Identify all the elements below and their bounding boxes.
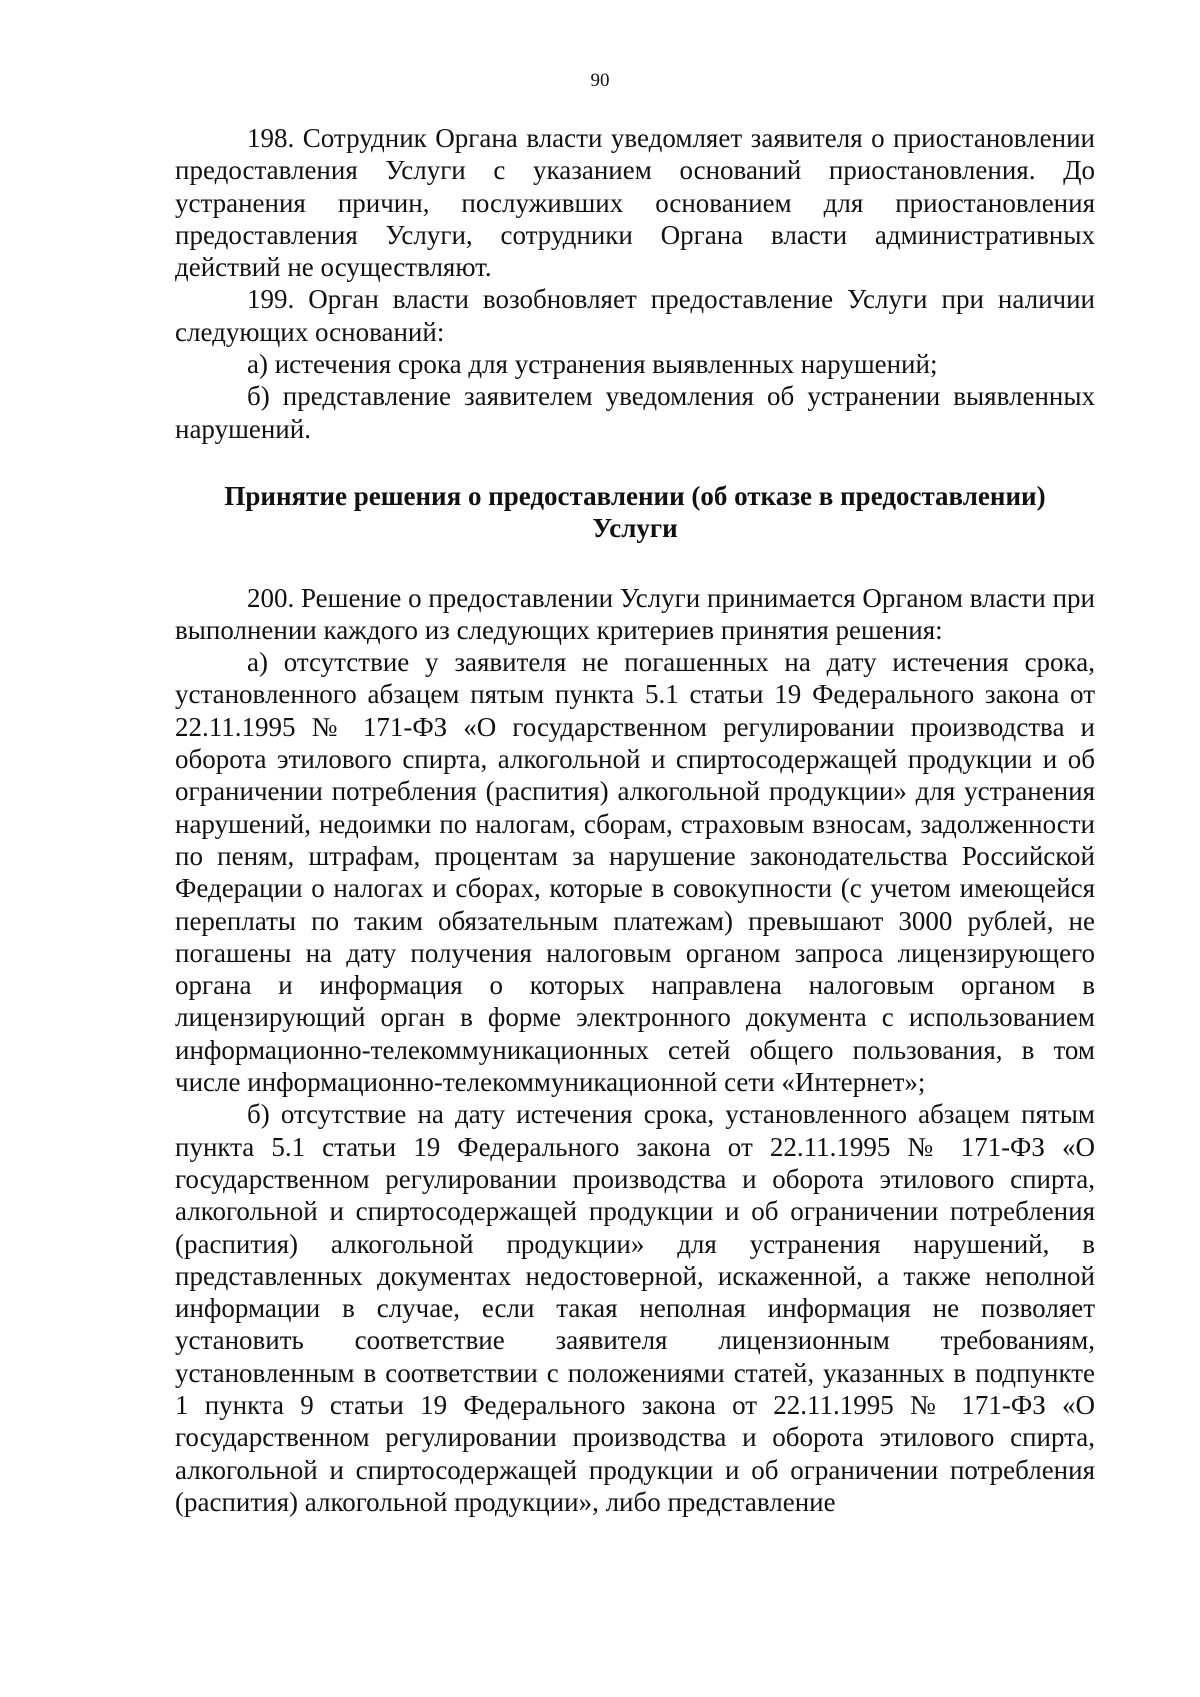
paragraph-199: 199. Орган власти возобновляет предоставление Услуги при наличии следующих оснований:: [175, 284, 1095, 347]
paragraph-200: 200. Решение о предоставлении Услуги принимается Органом власти при выполнении каждого из следующих критериев принятия решения:: [175, 582, 1095, 645]
paragraph-199-b: б) представление заявителем уведомления об устранении выявленных нарушений.: [175, 381, 1095, 444]
paragraph-199-a: а) истечения срока для устранения выявленных нарушений;: [247, 349, 938, 380]
section-heading: [175, 480, 1095, 545]
paragraph-198: 198. Сотрудник Органа власти уведомляет заявителя о приостановлении предоставления Услуги с указанием оснований приостановления. До устранения причин, послуживших основанием для приостановления предоставления Услуги, сотрудники Органа власти административных действий не осуществляют.: [175, 123, 1095, 283]
paragraph-200-b: б) отсутствие на дату истечения срока, установленного абзацем пятым пункта 5.1 статьи 19 Федерального закона от 22.11.1995 № 171-ФЗ «О государственном регулировании производства и оборота этилового спирта, алкогольной и спиртосодержащей продукции и об ограничении потребления (распития) алкогольной продукции» для устранения нарушений, в представленных документах недостоверной, искаженной, а также неполной информации в случае, если такая неполная информация не позволяет установить соответствие заявителя лицензионным требованиям, установленным в соответствии с положениями статей, указанных в подпункте 1 пункта 9 статьи 19 Федерального закона от 22.11.1995 № 171-ФЗ «О государственном регулировании производства и оборота этилового спирта, алкогольной и спиртосодержащей продукции и об ограничении потребления (распития) алкогольной продукции», либо представление: [175, 1099, 1095, 1517]
section-heading-line-2: Услуги: [592, 513, 678, 544]
paragraph-200-a: а) отсутствие у заявителя не погашенных на дату истечения срока, установленного абзацем пятым пункта 5.1 статьи 19 Федерального закона от 22.11.1995 № 171-ФЗ «О государственном регулировании производства и оборота этилового спирта, алкогольной и спиртосодержащей продукции и об ограничении потребления (распития) алкогольной продукции» для устранения нарушений, недоимки по налогам, сборам, страховым взносам, задолженности по пеням, штрафам, процентам за нарушение законодательства Российской Федерации о налогах и сборах, которые в совокупности (с учетом имеющейся переплаты по таким обязательным платежам) превышают 3000 рублей, не погашены на дату получения налоговым органом запроса лицензирующего органа и информация о которых направлена налоговым органом в лицензирующий орган в форме электронного документа с использованием информационно-телекоммуникационных сетей общего пользования, в том числе информационно-телекоммуникационной сети «Интернет»;: [175, 647, 1095, 1098]
section-heading-line-1: Принятие решения о предоставлении (об отказе в предоставлении): [224, 480, 1046, 511]
document-body: [175, 122, 1095, 1518]
page-number: 90: [590, 70, 610, 91]
